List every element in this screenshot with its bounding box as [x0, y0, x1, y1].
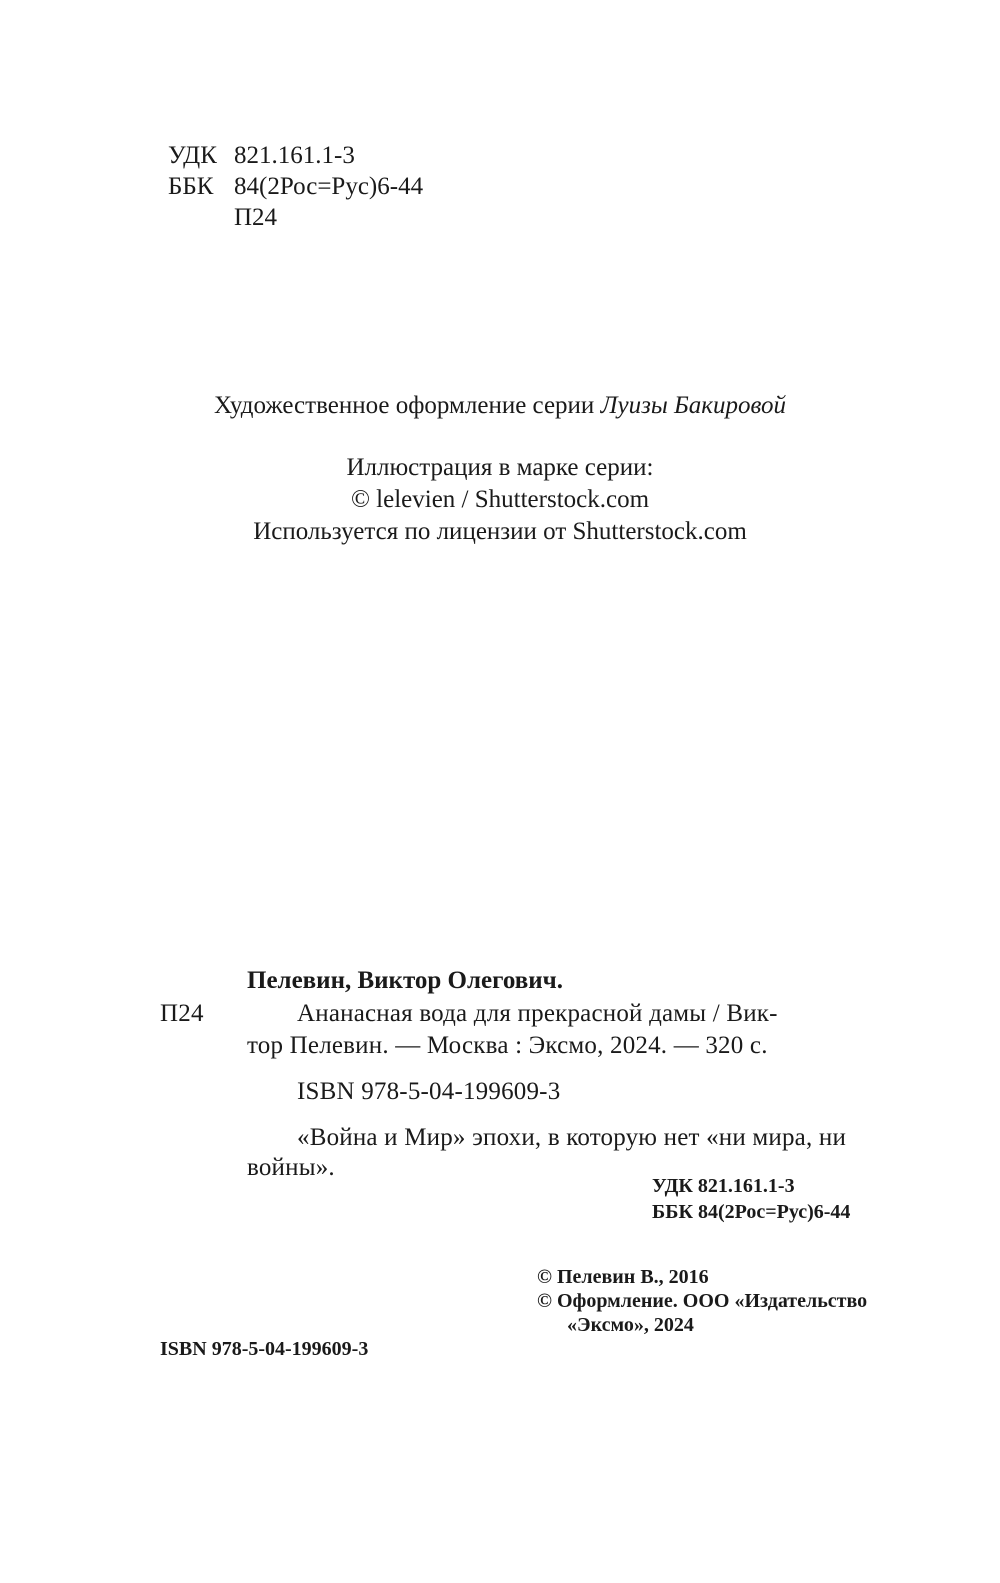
illustration-copyright: © lelevien / Shutterstock.com [350, 486, 650, 513]
bbk-value: 84(2Рос=Рус)6-44 [234, 173, 424, 200]
design-credit [0, 392, 1000, 420]
copyright-design: © Оформление. ООО «Издательство [537, 1290, 868, 1312]
udk-label: УДК [168, 142, 217, 169]
card-author-mark: П24 [160, 1000, 204, 1027]
card-udk: УДК 821.161.1-3 [652, 1175, 795, 1197]
card-annotation-line-2: войны». [247, 1154, 335, 1181]
bbk-label: ББК [168, 173, 214, 200]
license-note: Используется по лицензии от Shutterstock.com [253, 518, 747, 545]
udk-value: 821.161.1-3 [234, 142, 355, 169]
design-credit-prefix: Художественное оформление серии [214, 392, 601, 419]
designer-name: Луизы Бакировой [600, 392, 786, 419]
card-title-line-1: Ананасная вода для прекрасной дамы / Вик- [297, 1000, 778, 1027]
card-author-heading: Пелевин, Виктор Олегович. [247, 967, 563, 994]
isbn-bottom: ISBN 978-5-04-199609-3 [160, 1338, 369, 1360]
card-isbn: ISBN 978-5-04-199609-3 [297, 1078, 561, 1105]
copyright-publisher: «Эксмо», 2024 [567, 1314, 694, 1336]
card-title-line-2: тор Пелевин. — Москва : Эксмо, 2024. — 320 с. [247, 1032, 768, 1059]
illustration-heading: Иллюстрация в марке серии: [346, 454, 654, 481]
author-mark-top: П24 [234, 204, 278, 231]
card-annotation-line-1: «Война и Мир» эпохи, в которую нет «ни мира, ни [297, 1124, 847, 1151]
copyright-author: © Пелевин В., 2016 [537, 1266, 709, 1288]
card-bbk: ББК 84(2Рос=Рус)6-44 [652, 1201, 851, 1223]
